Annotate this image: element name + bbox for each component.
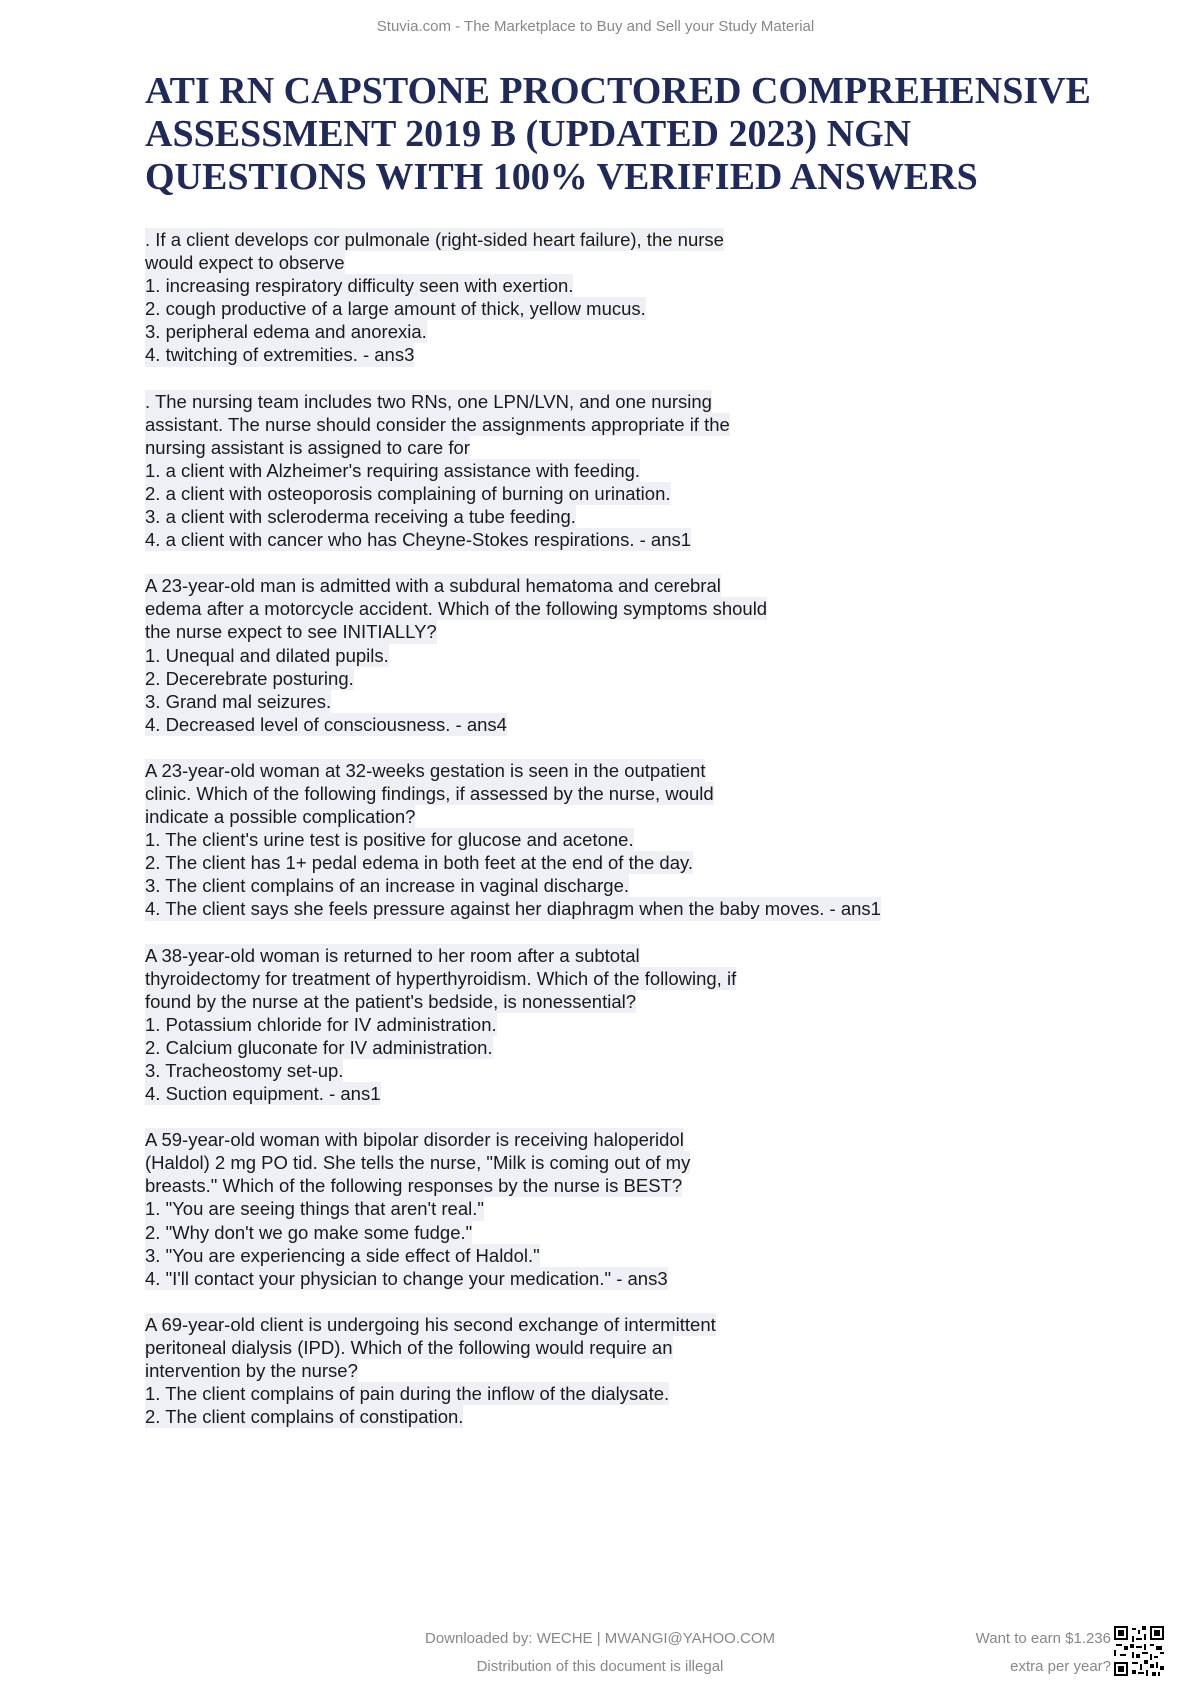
question-line: would expect to observe: [145, 252, 345, 274]
footer-downloaded-by: Downloaded by: WECHE | MWANGI@YAHOO.COM: [424, 1630, 776, 1647]
question-line: the nurse expect to see INITIALLY?: [145, 621, 437, 643]
question-line: clinic. Which of the following findings, if assessed by the nurse, would: [145, 782, 714, 804]
question-line: 1. Potassium chloride for IV administration.: [145, 1013, 497, 1035]
question-line: 2. Calcium gluconate for IV administration.: [145, 1036, 493, 1058]
question-block: [145, 759, 1145, 921]
document-title: [145, 70, 1105, 199]
question-line: intervention by the nurse?: [145, 1360, 358, 1382]
question-line: edema after a motorcycle accident. Which of the following symptoms should: [145, 598, 768, 620]
question-line: nursing assistant is assigned to care for: [145, 436, 470, 458]
question-block: [145, 944, 1145, 1106]
question-line: thyroidectomy for treatment of hyperthyroidism. Which of the following, if: [145, 967, 737, 989]
question-block: [145, 1128, 1145, 1290]
question-line: 1. increasing respiratory difficulty seen with exertion.: [145, 275, 574, 297]
question-line: 4. Decreased level of consciousness. - ans4: [145, 713, 507, 735]
question-line: found by the nurse at the patient's bedside, is nonessential?: [145, 990, 637, 1012]
question-line: 3. The client complains of an increase in vaginal discharge.: [145, 875, 630, 897]
question-line: 4. twitching of extremities. - ans3: [145, 344, 415, 366]
question-text-line: A 59-year-old woman with bipolar disorder is receiving haloperidol: [145, 1129, 684, 1151]
question-block: [145, 1313, 1145, 1428]
question-line: 3. a client with scleroderma receiving a tube feeding.: [145, 506, 576, 528]
question-line: 2. The client complains of constipation.: [145, 1406, 464, 1428]
question-text-line: A 69-year-old client is undergoing his second exchange of intermittent: [145, 1313, 716, 1335]
question-line: (Haldol) 2 mg PO tid. She tells the nurse, "Milk is coming out of my: [145, 1152, 691, 1174]
footer-distribution-notice: Distribution of this document is illegal: [476, 1658, 724, 1675]
question-line: 4. "I'll contact your physician to change your medication." - ans3: [145, 1267, 668, 1289]
question-line: 4. Suction equipment. - ans1: [145, 1083, 381, 1105]
question-text-line: A 38-year-old woman is returned to her room after a subtotal: [145, 944, 640, 966]
top-banner: Stuvia.com - The Marketplace to Buy and Sell your Study Material: [376, 18, 815, 35]
question-line: 2. The client has 1+ pedal edema in both feet at the end of the day.: [145, 852, 694, 874]
question-line: 1. The client's urine test is positive for glucose and acetone.: [145, 829, 634, 851]
footer-earn-promo[interactable]: Want to earn $1.236: [975, 1630, 1111, 1647]
question-line: 1. Unequal and dilated pupils.: [145, 644, 389, 666]
question-text-line: A 23-year-old man is admitted with a subdural hematoma and cerebral: [145, 575, 721, 597]
question-line: 3. peripheral edema and anorexia.: [145, 321, 427, 343]
question-text-line: . The nursing team includes two RNs, one LPN/LVN, and one nursing: [145, 390, 712, 412]
question-line: peritoneal dialysis (IPD). Which of the following would require an: [145, 1336, 673, 1358]
question-line: breasts." Which of the following responses by the nurse is BEST?: [145, 1175, 683, 1197]
question-line: 4. a client with cancer who has Cheyne-Stokes respirations. - ans1: [145, 529, 692, 551]
question-line: 1. "You are seeing things that aren't real.": [145, 1198, 484, 1220]
title-line: QUESTIONS WITH 100% VERIFIED ANSWERS: [145, 156, 978, 198]
question-line: 1. The client complains of pain during the inflow of the dialysate.: [145, 1383, 670, 1405]
title-line: ATI RN CAPSTONE PROCTORED COMPREHENSIVE: [145, 70, 1091, 112]
question-line: 3. Tracheostomy set-up.: [145, 1060, 344, 1081]
question-line: 3. Grand mal seizures.: [145, 690, 332, 712]
question-line: 2. "Why don't we go make some fudge.": [145, 1221, 473, 1243]
question-line: 2. a client with osteoporosis complaining of burning on urination.: [145, 482, 671, 504]
question-line: 3. "You are experiencing a side effect of Haldol.": [145, 1244, 540, 1266]
question-block: [145, 390, 1145, 552]
question-line: 1. a client with Alzheimer's requiring assistance with feeding.: [145, 459, 641, 481]
question-text-line: A 23-year-old woman at 32-weeks gestation is seen in the outpatient: [145, 759, 706, 781]
question-line: indicate a possible complication?: [145, 806, 416, 828]
question-block: [145, 574, 1145, 736]
question-line: 2. Decerebrate posturing.: [145, 667, 354, 689]
title-line: ASSESSMENT 2019 B (UPDATED 2023) NGN: [145, 113, 912, 155]
qr-code-icon[interactable]: [1114, 1626, 1164, 1676]
footer-earn-promo-line2[interactable]: extra per year?: [1010, 1658, 1111, 1675]
question-line: 4. The client says she feels pressure against her diaphragm when the baby moves. - ans1: [145, 898, 881, 920]
question-line: assistant. The nurse should consider the assignments appropriate if the: [145, 413, 730, 435]
question-text-line: . If a client develops cor pulmonale (right-sided heart failure), the nurse: [145, 229, 724, 250]
question-block: [145, 228, 1145, 367]
question-line: 2. cough productive of a large amount of thick, yellow mucus.: [145, 298, 646, 320]
question-list: [145, 228, 1145, 1451]
